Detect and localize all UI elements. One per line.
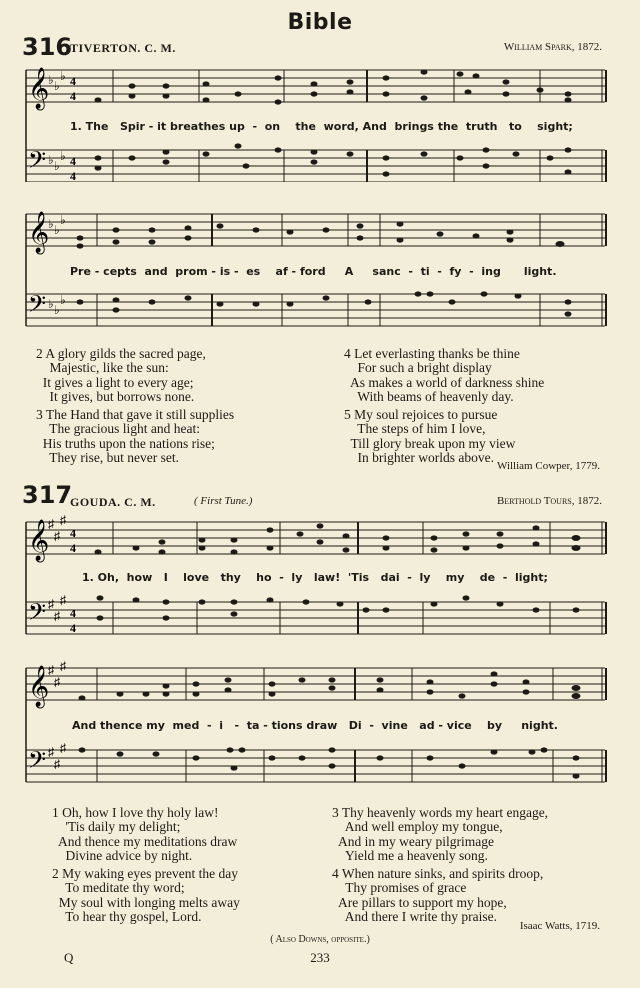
stanza-line: 1 Oh, how I love thy holy law! (52, 805, 219, 820)
composer: Berthold Tours, 1872. (496, 495, 602, 507)
svg-text:♭: ♭ (60, 69, 66, 83)
svg-text:𝄞: 𝄞 (28, 212, 50, 253)
svg-text:4: 4 (70, 89, 76, 103)
author: William Cowper, 1779. (497, 460, 600, 472)
svg-text:𝄢: 𝄢 (28, 598, 47, 631)
page-number: 233 (310, 950, 330, 965)
stanza (36, 347, 326, 404)
stanza-line: 3 Thy heavenly words my heart engage, (332, 805, 549, 820)
svg-text:♭: ♭ (48, 217, 54, 231)
hymn-number: 317 (22, 481, 73, 509)
stanza-line: Majestic, like the sun: (36, 360, 169, 376)
svg-text:♯: ♯ (60, 514, 66, 527)
svg-text:♭: ♭ (48, 153, 54, 167)
svg-text:♭: ♭ (54, 223, 60, 237)
svg-text:𝄞: 𝄞 (28, 68, 50, 109)
stanza-line: Are pillars to support my hope, (332, 894, 507, 910)
svg-text:4: 4 (70, 606, 76, 620)
stanza-line: The steps of him I love, (344, 421, 486, 437)
svg-text:4: 4 (70, 154, 76, 168)
stanza-line: To meditate thy word; (52, 880, 185, 896)
svg-text:♭: ♭ (54, 159, 60, 173)
stanza (52, 806, 332, 863)
svg-text:♭: ♭ (60, 213, 66, 227)
svg-text:♭: ♭ (54, 79, 60, 93)
stanza-column-right (332, 806, 622, 924)
svg-text:4: 4 (70, 541, 76, 555)
stanza-column-right (344, 347, 614, 465)
stanza-line: For such a bright display (344, 360, 492, 376)
tune-name: TIVERTON. C. M. (70, 41, 176, 55)
stanza (344, 408, 614, 465)
lyrics-line: 1. The Spir - it breathes up - on the word, And brings the truth to sight; (70, 120, 573, 133)
svg-text:♭: ♭ (60, 149, 66, 163)
stanza-line: It gives, but borrows none. (36, 388, 195, 404)
stanza-line: As makes a world of darkness shine (344, 374, 545, 390)
svg-text:𝄞: 𝄞 (28, 520, 50, 561)
stanza-line: 4 When nature sinks, and spirits droop, (332, 866, 544, 882)
svg-text:♯: ♯ (54, 529, 60, 543)
tune-name: GOUDA. C. M. (70, 495, 156, 509)
svg-text:♭: ♭ (48, 73, 54, 87)
signature-mark: Q (64, 950, 74, 965)
page-title: Bible (287, 10, 353, 35)
stanza (332, 806, 622, 863)
svg-text:4: 4 (70, 74, 76, 88)
stanza-line: They rise, but never set. (36, 450, 179, 466)
stanza-line: 'Tis daily my delight; (52, 819, 181, 835)
svg-text:♯: ♯ (48, 663, 54, 677)
lyrics-line: Pre - cepts and prom - is - es af - ford A sanc - ti - fy - ing light. (70, 265, 557, 278)
svg-text:♭: ♭ (54, 303, 60, 317)
svg-text:♯: ♯ (48, 597, 54, 611)
svg-text:♯: ♯ (54, 757, 60, 771)
lyrics-line: 1. Oh, how I love thy ho - ly law! 'Tis dai - ly my de - light; (82, 571, 548, 584)
svg-text:♭: ♭ (60, 293, 66, 307)
svg-text:♯: ♯ (54, 609, 60, 623)
hymn-number: 316 (22, 33, 73, 61)
svg-text:♯: ♯ (48, 517, 54, 531)
lyrics-line: And thence my med - i - tа - tions draw Di - vine ad - vice by night. (72, 719, 558, 732)
stanza (332, 867, 622, 924)
svg-text:♭: ♭ (48, 297, 54, 311)
svg-text:♯: ♯ (48, 745, 54, 759)
stanza-line: My soul with longing melts away (52, 894, 240, 910)
svg-text:𝄢: 𝄢 (28, 746, 47, 779)
stanza-line: 5 My soul rejoices to pursue (344, 407, 498, 423)
svg-text:♯: ♯ (60, 660, 66, 673)
stanza-line: And in my weary pilgrimage (332, 833, 494, 849)
stanza-line: And well employ my tongue, (332, 819, 503, 835)
stanza (36, 408, 326, 465)
composer: William Spark, 1872. (503, 41, 602, 53)
tune-note: ( First Tune.) (194, 495, 253, 507)
svg-text:♯: ♯ (60, 593, 66, 607)
stanza-line: To hear thy gospel, Lord. (52, 909, 202, 925)
stanza-line: The gracious light and heat: (36, 421, 200, 437)
stanza-line: Thy promises of grace (332, 880, 467, 896)
svg-text:♯: ♯ (54, 675, 60, 689)
stanza-line: His truths upon the nations rise; (36, 435, 215, 451)
svg-text:4: 4 (70, 526, 76, 540)
stanza-line: With beams of heavenly day. (344, 388, 514, 404)
stanza-line: It gives a light to every age; (36, 374, 194, 390)
stanza (344, 347, 614, 404)
stanza-line: 2 My waking eyes prevent the day (52, 866, 238, 882)
stanza-line: Divine advice by night. (52, 847, 193, 863)
stanza-column-left (52, 806, 332, 924)
svg-text:𝄢: 𝄢 (28, 146, 47, 179)
footer-note: ( Also Downs, opposite.) (270, 934, 370, 945)
stanza-line: In brighter worlds above. (344, 450, 494, 466)
svg-text:𝄢: 𝄢 (28, 290, 47, 323)
stanza-line: And there I write thy praise. (332, 909, 497, 925)
stanza-line: 2 A glory gilds the sacred page, (36, 346, 206, 361)
svg-text:4: 4 (70, 621, 76, 635)
author: Isaac Watts, 1719. (519, 920, 600, 932)
stanza-line: Yield me a heavenly song. (332, 847, 488, 863)
svg-text:♯: ♯ (60, 741, 66, 755)
svg-text:𝄞: 𝄞 (28, 666, 50, 707)
stanza-line: 3 The Hand that gave it still supplies (36, 407, 235, 423)
stanza-line: 4 Let everlasting thanks be thine (344, 346, 520, 361)
stanza-column-left (36, 347, 326, 465)
svg-text:4: 4 (70, 169, 76, 182)
stanza (52, 867, 332, 924)
stanza-line: And thence my meditations draw (52, 833, 238, 849)
stanza-line: Till glory break upon my view (344, 435, 516, 451)
